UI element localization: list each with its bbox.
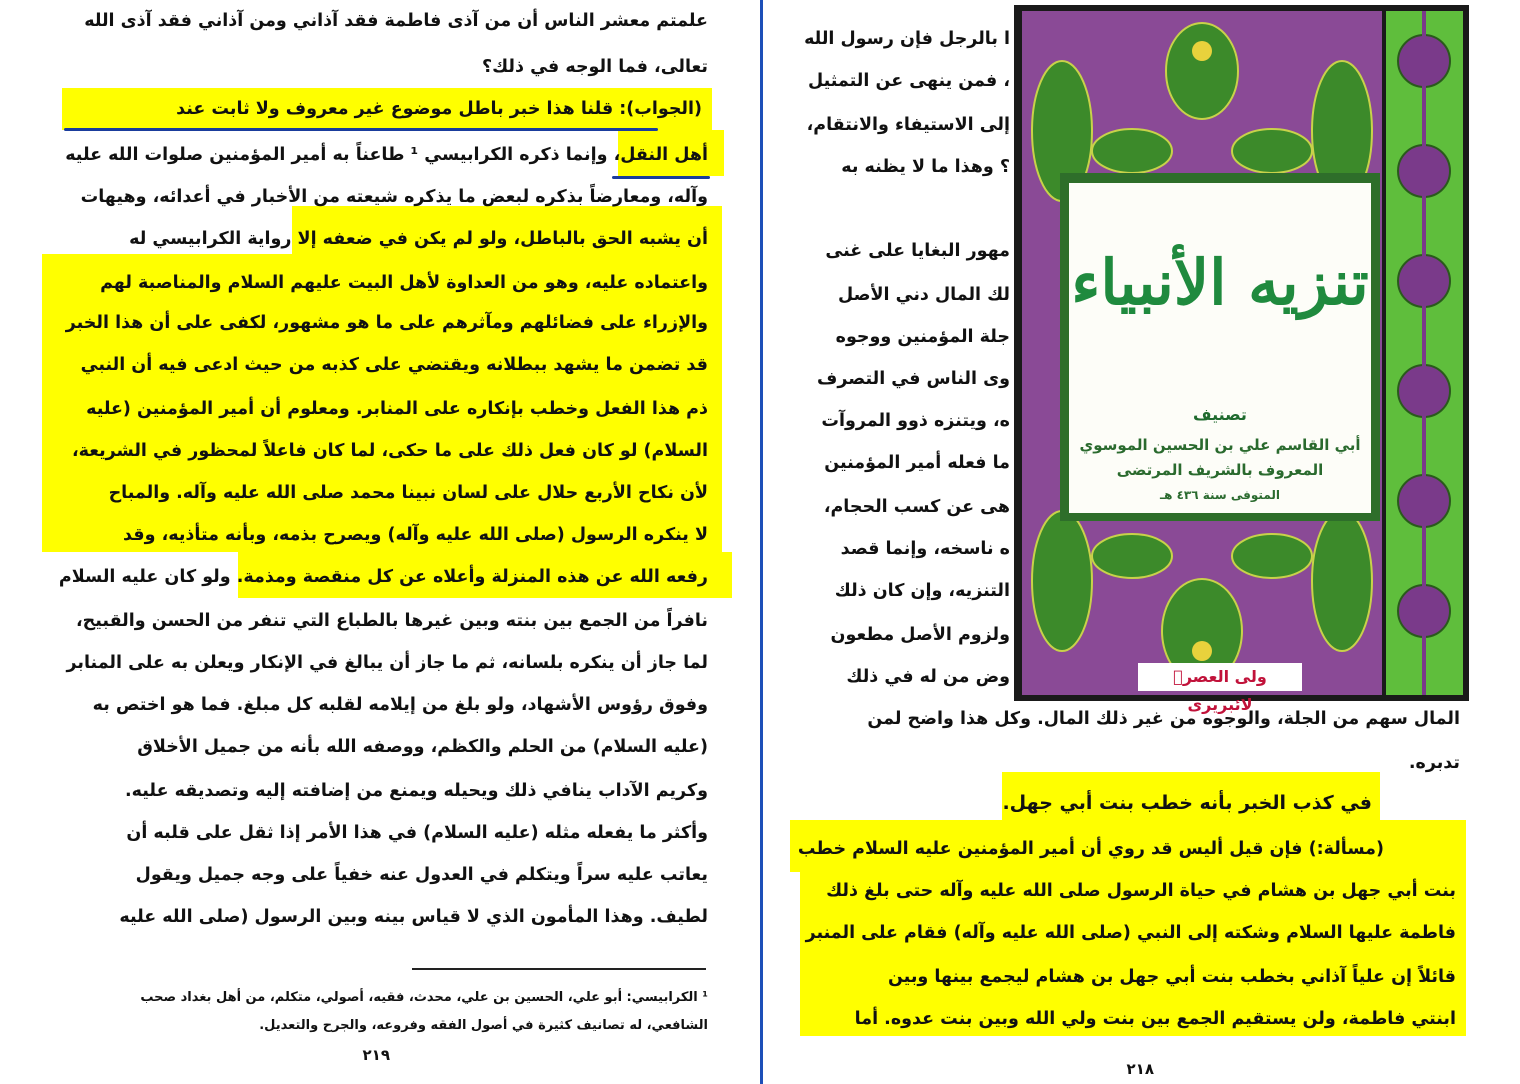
text-line: ا بالرجل فإن رسول الله [804,29,1010,49]
text-line: جلة المؤمنين ووجوه [835,327,1010,347]
text-line: السلام) لو كان فعل ذلك على ما حكى، لما كان فاعلاً لمحظور في الشريعة، [71,441,708,461]
book-cover [1014,5,1469,701]
text-line: فاطمة عليها السلام وشكته إلى النبي (صلى الله عليه وآله) فقام على المنبر [805,923,1456,943]
cover-author-line: أبي القاسم علي بن الحسين الموسوي [1079,436,1361,454]
ornament-icon [1386,11,1463,695]
text-line: وى الناس في التصرف [817,369,1010,389]
text-line: هى عن كسب الحجام، [823,497,1010,517]
text-line: وآله، ومعارضاً بذكره لبعض ما يذكره شيعته من الأخبار في أعدائه، وهيهات [80,187,708,207]
text-line: وض من له في ذلك [846,667,1010,687]
text-line: علمتم معشر الناس أن من آذى فاطمة فقد آذاني ومن آذاني فقد آذى الله [84,11,708,31]
section-heading: في كذب الخبر بأنه خطب بنت أبي جهل. [1002,792,1372,814]
text-line: وكريم الآداب ينافي ذلك ويحيله ويمنع من إضافته إليه وتصديقه عليه. [125,781,708,801]
text-line: قد تضمن ما يشهد ببطلانه ويقتضي على كذبه من حيث ادعى فيه أن النبي [80,355,708,375]
text-line: ابنتي فاطمة، ولن يستقيم الجمع بين بنت ولي الله وبين بنت عدوه. أما [854,1009,1456,1029]
text-line: ه، ويتنزه ذوو المروآت [821,411,1010,431]
text-line: يعاتب عليه سراً ويتكلم في العدول عنه خفياً على وجه جميل ويقول [135,865,708,885]
text-line: لما جاز أن ينكره بلسانه، ثم ما جاز أن يبالغ في الإنكار ويعلن به على المنابر [66,653,708,673]
text-line: (الجواب): قلنا هذا خبر باطل موضوع غير معروف ولا ثابت عند [176,99,702,119]
cover-author-line: المعروف بالشريف المرتضى [1116,461,1324,479]
cover-title: تنزيه الأنبياء [1071,246,1369,319]
text-line: وأكثر ما يفعله مثله (عليه السلام) في هذا الأمر إذا ثقل على قلبه أن [126,823,708,843]
text-line: تعالى، فما الوجه في ذلك؟ [481,57,708,77]
footnote-line: ¹ الكرابيسي: أبو علي، الحسين بن علي، محدث، فقيه، أصولي، متكلم، من أهل بغداد صحب [140,990,708,1005]
text-line: (مسألة:) فإن قيل أليس قد روي أن أمير المؤمنين عليه السلام خطب [797,839,1384,859]
text-line: ذم هذا الفعل وخطب بإنكاره على المنابر. ومعلوم أن أمير المؤمنين (عليه [86,399,708,419]
page-number: ٢١٩ [362,1046,390,1064]
text-line: بنت أبي جهل بن هشام في حياة الرسول صلى الله عليه وآله حتى بلغ ذلك [826,881,1456,901]
text-line: رفعه الله عن هذه المنزلة وأعلاه عن كل منقصة ومذمة. ولو كان عليه السلام [58,567,708,587]
text-line: والإزراء على فضائلهم ومآثرهم على ما هو مشهور، لكفى على أن هذا الخبر [65,313,708,333]
text-line: (عليه السلام) من الحلم والكظم، ووصفه الله بأنه من جميل الأخلاق [137,737,708,757]
text-line: المال سهم من الجلة، والوجوه من غير ذلك المال. وكل هذا واضح لمن [867,709,1460,729]
text-line: ولزوم الأصل مطعون [830,625,1010,645]
text-line: التنزيه، وإن كان ذلك [834,581,1010,601]
text-line: قائلاً إن علياً آذاني بخطب بنت أبي جهل بن هشام ليجمع بينها وبين [887,967,1456,987]
text-line: نافراً من الجمع بين بنته وبين غيرها بالطباع التي تنفر من الحسن والقبيح، [76,611,708,631]
text-line: ؟ وهذا ما لا يظنه به [841,157,1010,177]
text-line: لك المال دني الأصل [837,285,1010,305]
footnote-rule [412,968,706,970]
text-line: مهور البغايا على غنى [825,241,1010,261]
text-line: ما فعله أمير المؤمنين [824,453,1010,473]
text-line: تدبره. [1408,753,1460,773]
text-line: أن يشبه الحق بالباطل، ولو لم يكن في ضعفه إلا رواية الكرابيسي له [129,229,708,249]
text-line: لا ينكره الرسول (صلى الله عليه وآله) ويصرح بذمه، وبأنه متأذيه، وقد [123,525,708,545]
underline-mark [612,176,710,179]
cover-author-line: المتوفى سنة ٤٣٦ هـ [1159,488,1280,502]
cover-green-band [1386,11,1463,695]
page-number: ٢١٨ [1126,1060,1154,1078]
underline-mark [64,128,658,131]
text-line: ، فمن ينهى عن التمثيل [808,71,1010,91]
text-line: ه ناسخه، وإنما قصد [840,539,1010,559]
cover-label: تصنيف [1193,405,1247,424]
footnote-line: الشافعي، له تصانيف كثيرة في أصول الفقه وفروعه، والجرح والتعديل. [259,1018,708,1033]
text-line: لأن نكاح الأربع حلال على لسان نبينا محمد صلى الله عليه وآله. والمباح [108,483,708,503]
text-line: وفوق رؤوس الأشهاد، ولو بلغ من إيلامه لقلبه كل مبلغ. فما هو اختص به [92,695,708,715]
text-line: أهل النقل، وإنما ذكره الكرابيسي ¹ طاعناً به أمير المؤمنين صلوات الله عليه [65,145,708,165]
cover-title-panel [1069,183,1371,513]
library-watermark: ولی العصرؑ لائبریری [1138,663,1302,691]
text-line: إلى الاستيفاء والانتقام، [806,115,1010,135]
cover-author [1069,433,1371,508]
text-line: واعتماده عليه، وهو من العداوة لأهل البيت عليهم السلام والمناصبة لهم [100,273,708,293]
text-line: لطيف. وهذا المأمون الذي لا قياس بينه وبين الرسول (صلى الله عليه [119,907,708,927]
